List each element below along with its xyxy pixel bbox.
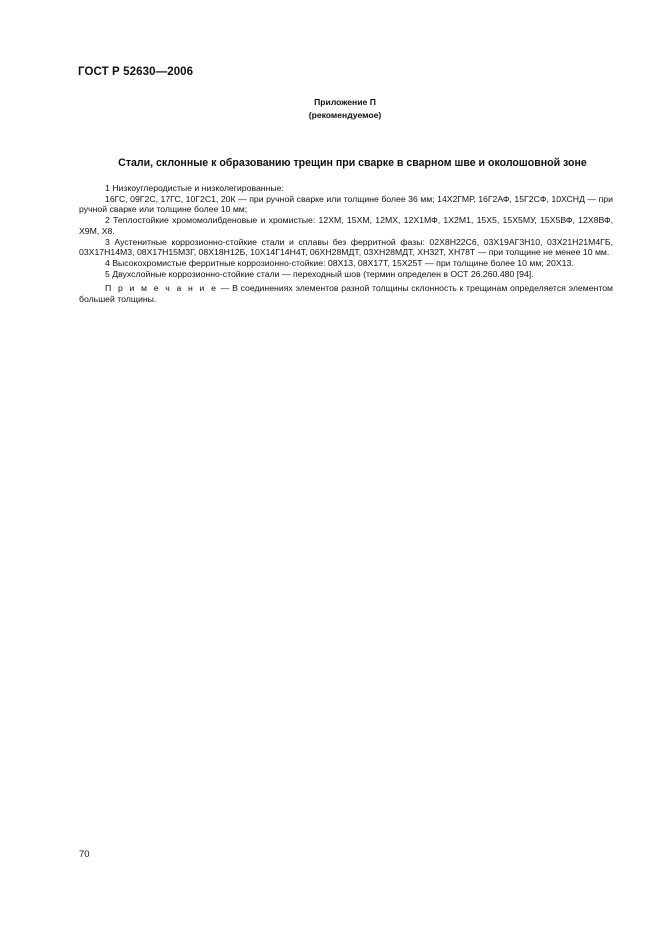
list-item: 4 Высокохромистые ферритные коррозионно-стойкие: 08Х13, 08Х17Т, 15Х25Т — при толщине более 10 мм; 20Х13. (105, 257, 574, 268)
page-number: 70 (79, 849, 90, 860)
appendix-subtitle: (рекомендуемое) (308, 110, 382, 120)
list-item: 16ГС, 09Г2С, 17ГС, 10Г2С1, 20К — при ручной сварке или толщине более 36 мм; 14Х2ГМР, 16Г2АФ, 15Г2СФ, 10ХСНД — при ручной сварке или толщине более 10 мм; (79, 193, 613, 215)
note-label: П р и м е ч а н и е (105, 283, 218, 294)
steel-list (79, 183, 613, 305)
list-item-heading: 1 Низкоуглеродистые и низколегированные: (105, 183, 284, 193)
appendix-title: Приложение П (314, 97, 376, 107)
list-item: 5 Двухслойные коррозионно-стойкие стали — переходный шов (термин определен в ОСТ 26.260.480 [94]. (105, 268, 534, 279)
list-item: 2 Теплостойкие хромомолибденовые и хромистые: 12ХМ, 15ХМ, 12МХ, 12Х1МФ, 1Х2М1, 15Х5, 15Х5МУ, 15Х5ВФ, 12Х8ВФ, Х9М, Х8. (79, 215, 613, 236)
section-title: Стали, склонные к образованию трещин при сварке в сварном шве и околошовной зоне (118, 157, 587, 169)
note-text: — В соединениях элементов разной толщины склонность к трещинам определяется элементом большей толщины. (79, 283, 614, 305)
document-code-header: ГОСТ Р 52630—2006 (78, 66, 194, 78)
note-paragraph (79, 283, 613, 304)
list-item: 3 Аустенитные коррозионно-стойкие стали и сплавы без ферритной фазы: 02Х8Н22С6, 03Х19АГ3Н10, 03Х21Н21М4ГБ, 03Х17Н14М3, 08Х17Н15М3Г, 08Х18Н12Б, 10Х14Г14Н4Т, 06ХН28МДТ, 03ХН28МДТ, ХН32Т, ХН78Т — при толщине не менее 10 мм. (79, 236, 613, 258)
appendix-heading (200, 96, 490, 122)
